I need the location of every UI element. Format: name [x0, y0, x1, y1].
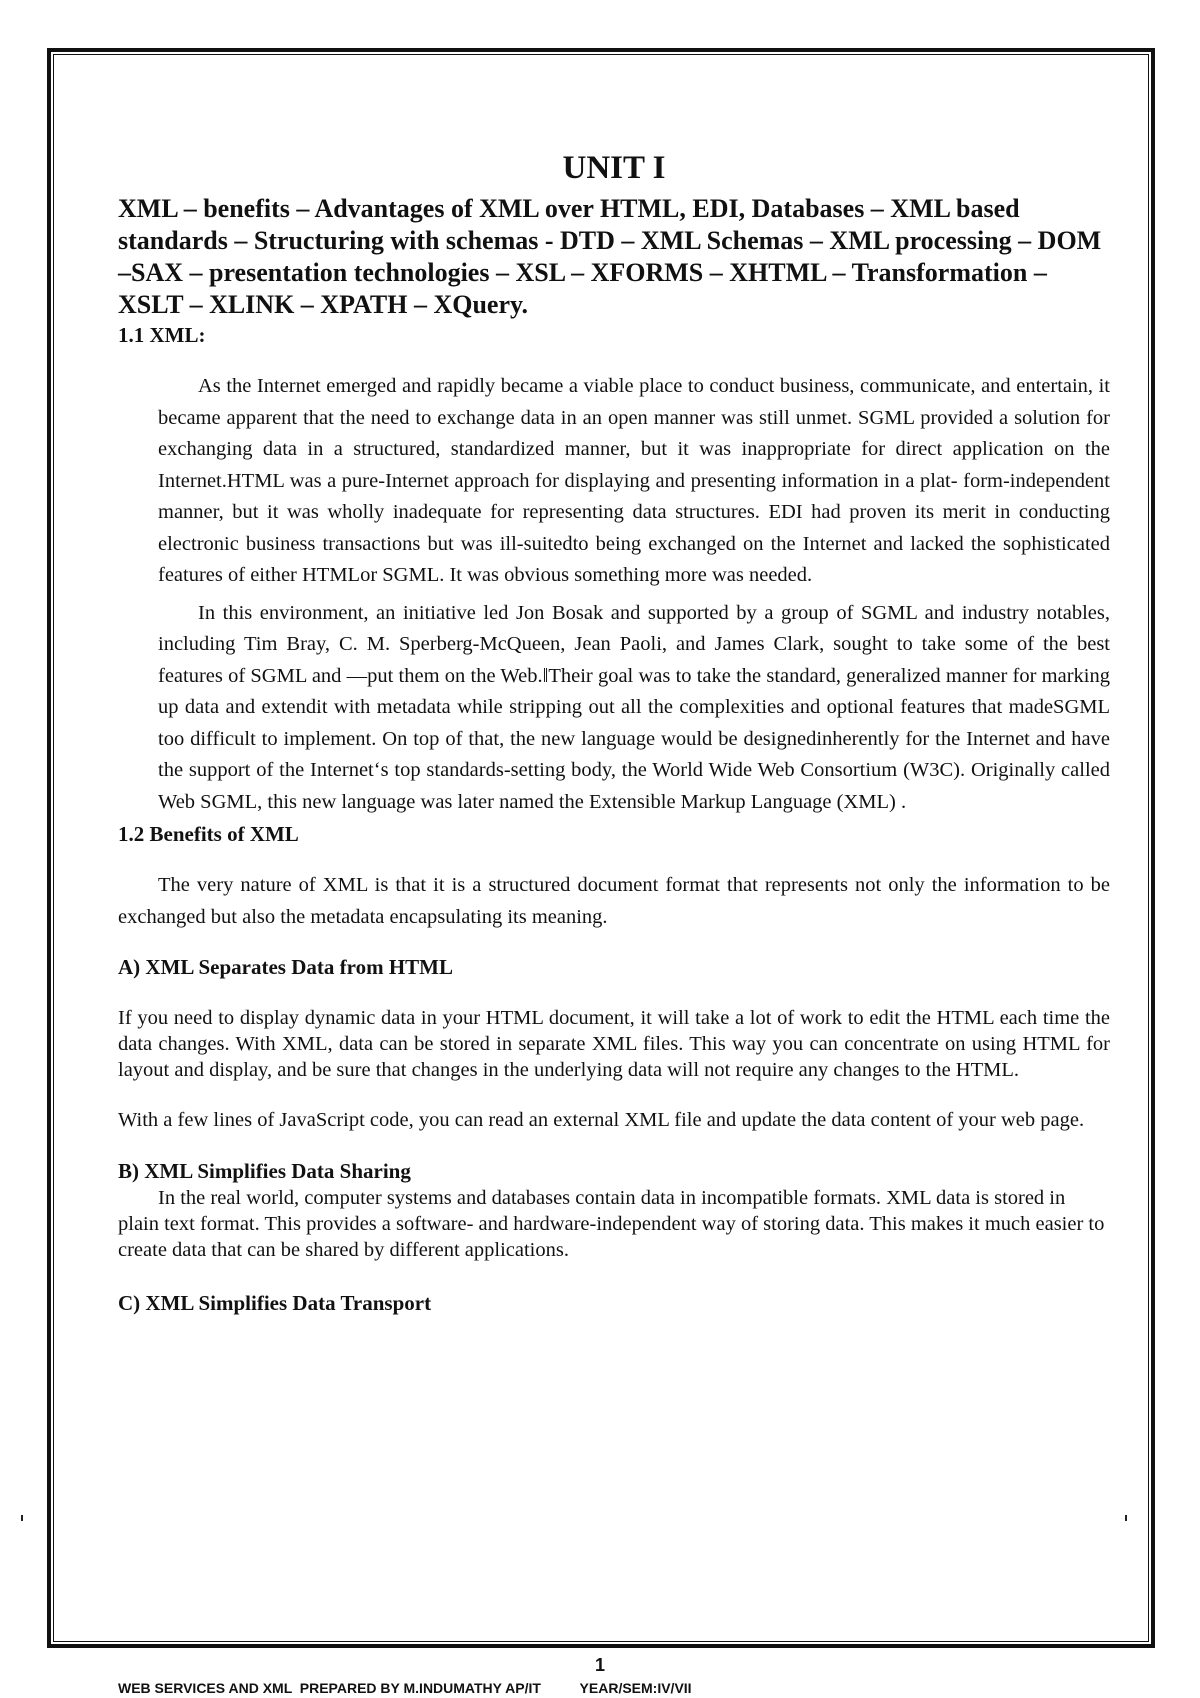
section-a-para-2: With a few lines of JavaScript code, you can read an external XML file and update the data content of your web page. [118, 1109, 1085, 1131]
page-number: 1 [594, 1655, 605, 1675]
section-a-heading: A) XML Separates Data from HTML [118, 955, 453, 979]
section-c-heading: C) XML Simplifies Data Transport [118, 1291, 432, 1315]
section-1-1-para-1: As the Internet emerged and rapidly became a viable place to conduct business, communicate, and entertain, it became apparent that the need to exchange data in an open manner was still unmet. SGML provided a solution for exchanging data in a structured, standardized manner, but it was inappropriate for direct application on the Internet.HTML was a pure-Internet approach for displaying and presenting information in a plat- form-independent manner, but it was wholly inadequate for representing data structures. EDI had proven its merit in conducting electronic business transactions but was ill-suitedto being exchanged on the Internet and lacked the sophisticated features of either HTMLor SGML. It was obvious something more was needed. [158, 375, 1110, 586]
section-b-para: In the real world, computer systems and databases contain data in incompatible formats. XML data is stored in plain text format. This provides a software- and hardware-independent way of storing data. This makes it much easier to create data that can be shared by different applications. [118, 1187, 1105, 1261]
footer-text: WEB SERVICES AND XML PREPARED BY M.INDUMATHY AP/IT YEAR/SEM:IV/VII [118, 1680, 692, 1696]
margin-mark-left [21, 1515, 23, 1521]
unit-title: UNIT I [562, 150, 666, 186]
section-1-1-heading: 1.1 XML: [118, 323, 206, 347]
section-1-2-para: The very nature of XML is that it is a structured document format that represents not only the information to be exchanged but also the metadata encapsulating its meaning. [118, 874, 1110, 928]
section-a-para-1: If you need to display dynamic data in your HTML document, it will take a lot of work to edit the HTML each time the data changes. With XML, data can be stored in separate XML files. This way you can concentrate on using HTML for layout and display, and be sure that changes in the underlying data will not require any changes to the HTML. [118, 1007, 1110, 1081]
section-b-heading: B) XML Simplifies Data Sharing [118, 1159, 411, 1183]
margin-mark-right [1125, 1515, 1127, 1521]
section-1-1-para-2: In this environment, an initiative led Jon Bosak and supported by a group of SGML and industry notables, including Tim Bray, C. M. Sperberg-McQueen, Jean Paoli, and James Clark, sought to take some of the best features of SGML and ―put them on the Web.‖Their goal was to take the standard, generalized manner for marking up data and extendit with metadata while stripping out all the complexities and optional features that madeSGML too difficult to implement. On top of that, the new language would be designedinherently for the Internet and have the support of the Internet‘s top standards-setting body, the World Wide Web Consortium (W3C). Originally called Web SGML, this new language was later named the Extensible Markup Language (XML) . [158, 601, 1110, 813]
document-body [118, 150, 1110, 1317]
unit-topics: XML – benefits – Advantages of XML over HTML, EDI, Databases – XML based standards – Structuring with schemas - DTD – XML Schemas – XML processing – DOM –SAX – presentation technologies – XSL – XFORMS – XHTML – Transformation – XSLT – XLINK – XPATH – XQuery. [118, 194, 1102, 319]
section-1-2-heading: 1.2 Benefits of XML [118, 822, 299, 846]
